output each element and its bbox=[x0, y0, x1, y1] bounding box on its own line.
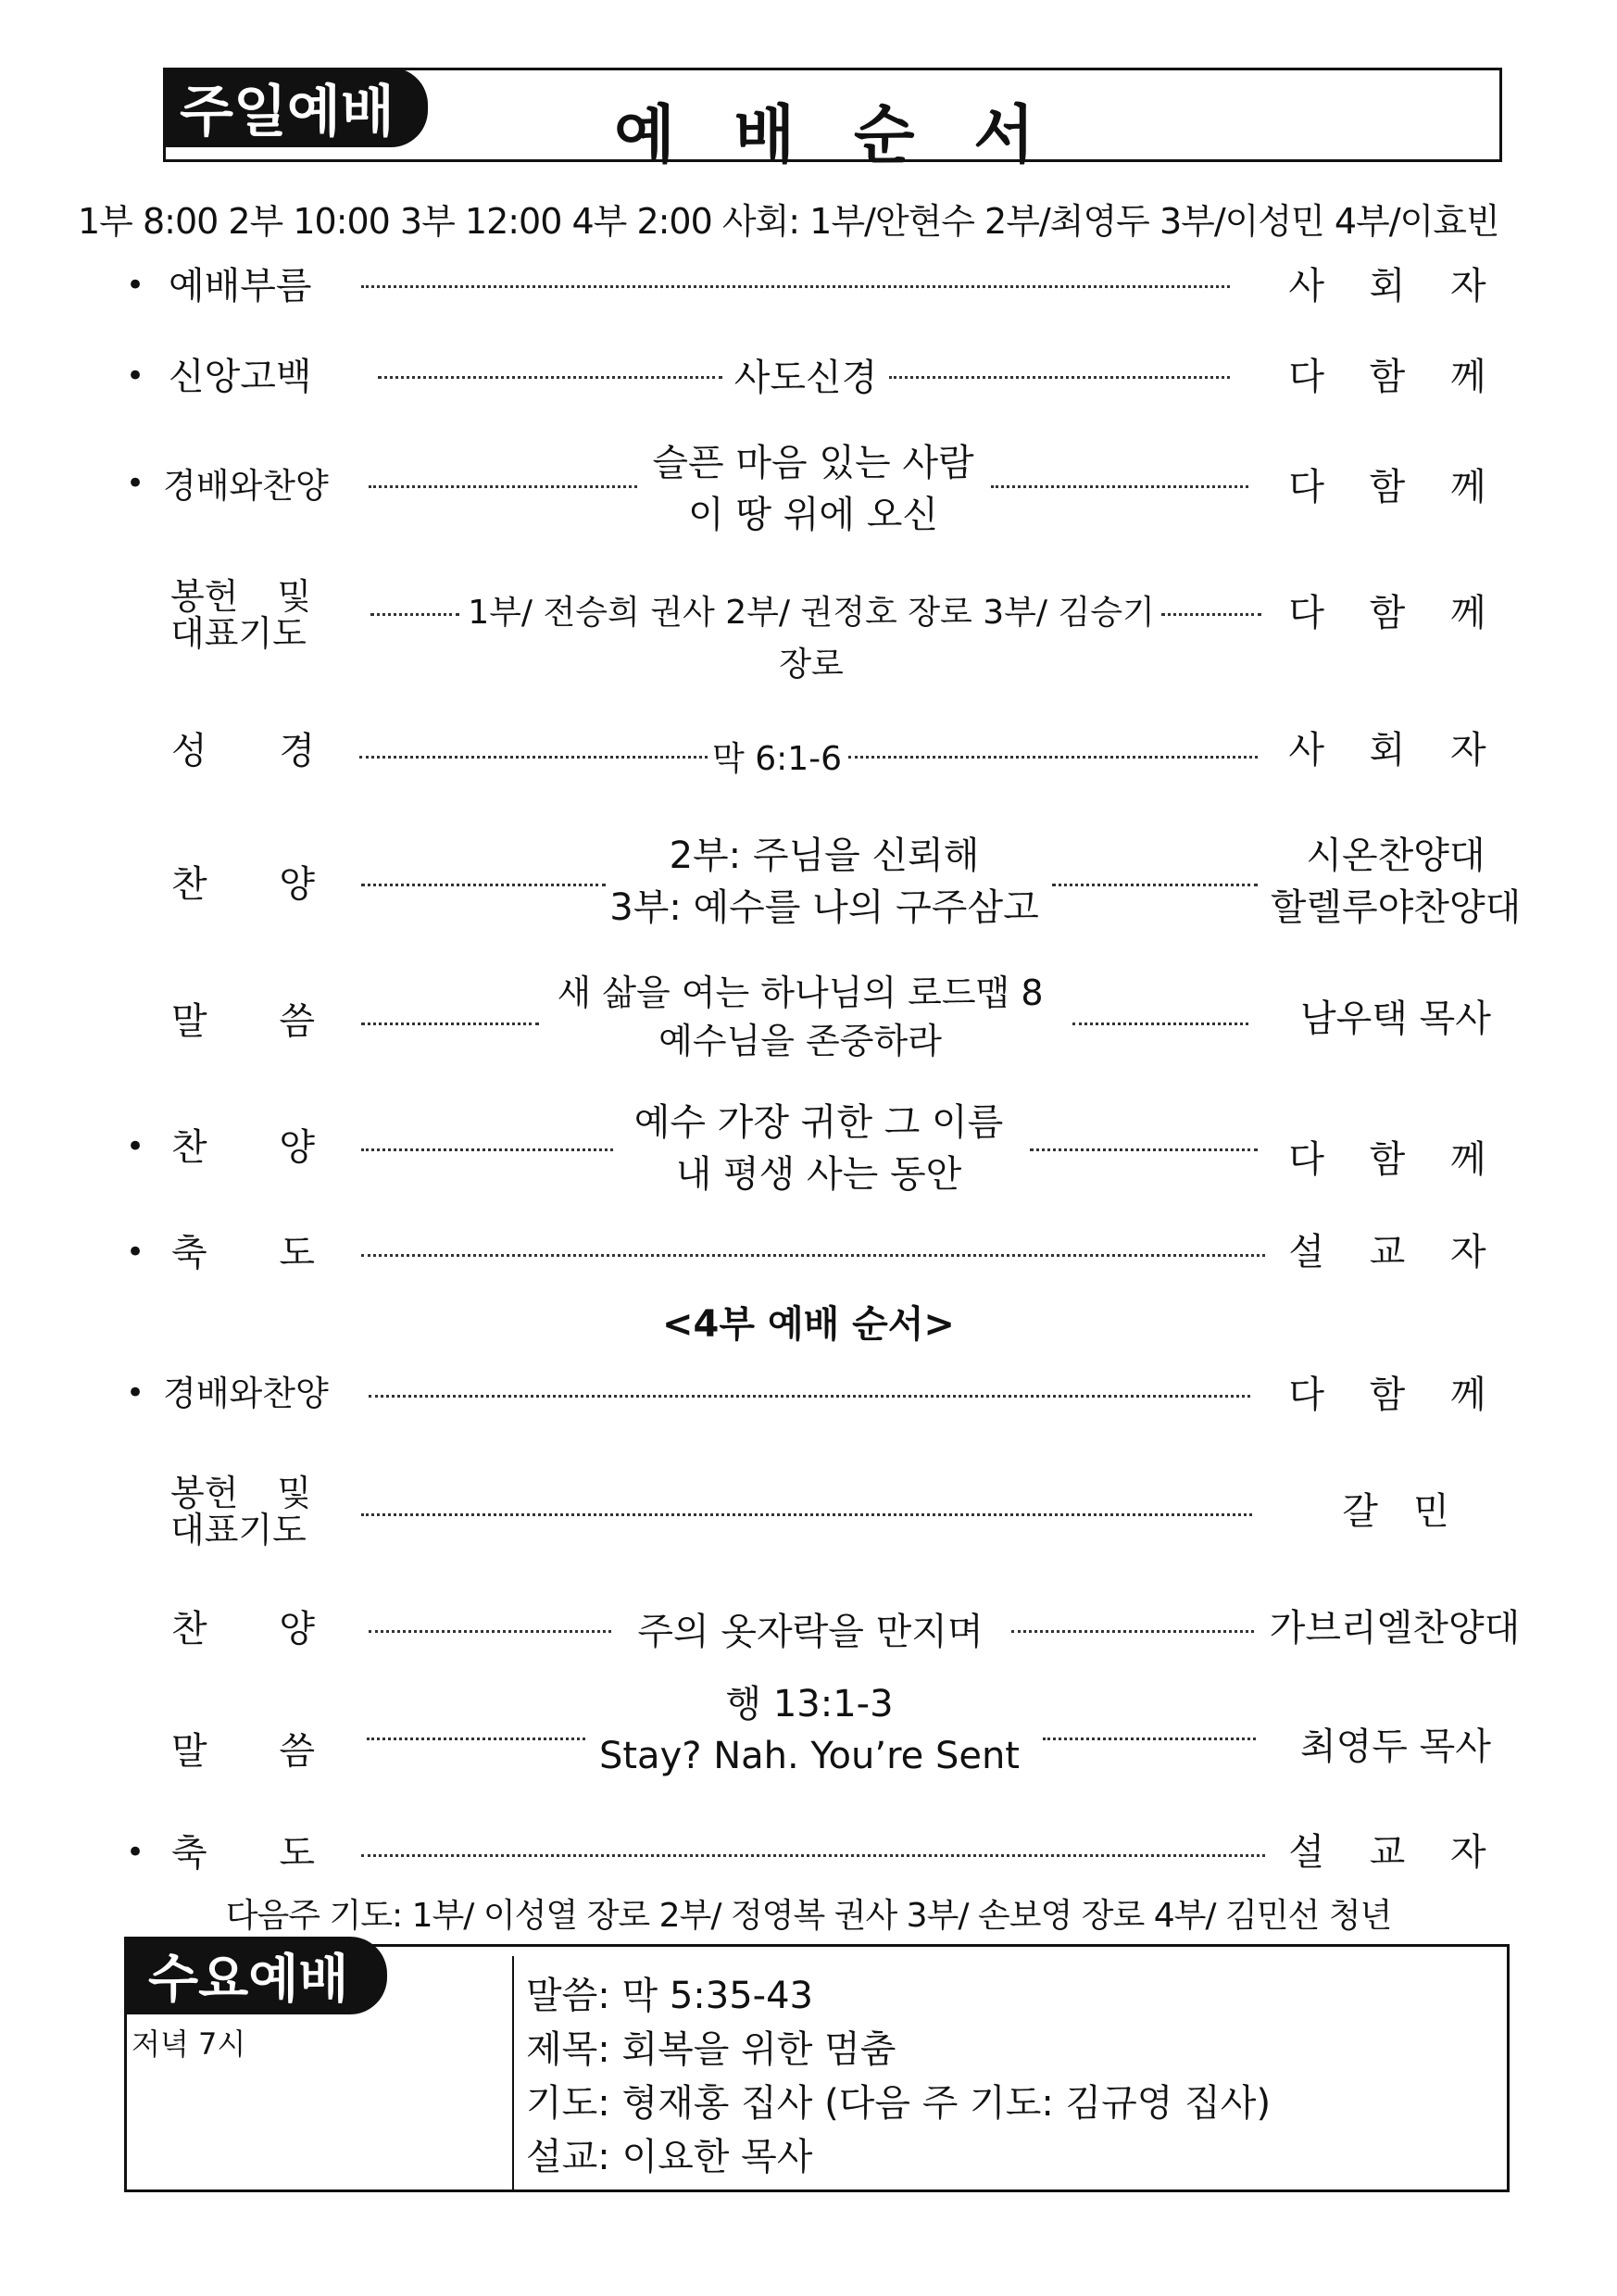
label-char: 찬 bbox=[171, 1608, 207, 1650]
page-title: 예 배 순 서 bbox=[614, 99, 1053, 172]
sunday-service-label: 주일예배 bbox=[163, 68, 428, 147]
dotted-leader bbox=[1030, 1148, 1258, 1151]
wednesday-prayer: 기도: 형재홍 집사 (다음 주 기도: 김규영 집사) bbox=[526, 2082, 1272, 2125]
dotted-leader bbox=[370, 613, 459, 616]
bullet: • bbox=[126, 1374, 145, 1411]
content-line: 예수 가장 귀한 그 이름 bbox=[633, 1101, 1004, 1144]
order-responsible: 설 교 자 bbox=[1288, 1831, 1503, 1874]
wednesday-scripture: 말씀: 막 5:35-43 bbox=[526, 1975, 813, 2017]
dotted-leader bbox=[848, 756, 1258, 759]
order-content bbox=[608, 830, 1041, 934]
order-content: 막 6:1-6 bbox=[711, 740, 843, 778]
order-responsible: 다 함 께 bbox=[1288, 1374, 1503, 1416]
dotted-leader bbox=[1011, 1630, 1254, 1633]
order-responsible: 다 함 께 bbox=[1288, 356, 1503, 398]
label-line: 봉헌 및 bbox=[170, 576, 312, 617]
label-char: 도 bbox=[279, 1832, 315, 1875]
order-responsible: 설 교 자 bbox=[1288, 1231, 1503, 1273]
order-label bbox=[170, 578, 311, 652]
order-content bbox=[541, 969, 1059, 1065]
label-char: 양 bbox=[279, 1608, 315, 1650]
dotted-leader bbox=[369, 485, 637, 488]
bullet: • bbox=[126, 267, 145, 304]
content-line: 행 13:1-3 bbox=[725, 1683, 894, 1725]
order-label bbox=[170, 1474, 311, 1549]
order-label bbox=[171, 1230, 315, 1276]
order-responsible: 최영두 목사 bbox=[1300, 1725, 1491, 1768]
next-week-prayers: 다음주 기도: 1부/ 이성열 장로 2부/ 정영복 권사 3부/ 손보영 장로 4부/ 김민선 청년 bbox=[225, 1897, 1392, 1935]
content-line: Stay? Nah. You’re Sent bbox=[598, 1735, 1020, 1777]
label-char: 찬 bbox=[171, 1126, 207, 1169]
order-label bbox=[171, 728, 315, 774]
dotted-leader bbox=[378, 376, 722, 379]
order-content: 1부/ 전승희 권사 2부/ 권정호 장로 3부/ 김승기 장로 bbox=[468, 594, 1155, 684]
order-responsible bbox=[1261, 830, 1530, 934]
dotted-leader bbox=[361, 884, 606, 886]
label-line: 대표기도 bbox=[170, 613, 307, 654]
order-responsible: 다 함 께 bbox=[1288, 592, 1503, 634]
label-char: 양 bbox=[279, 1126, 315, 1169]
bullet: • bbox=[126, 358, 145, 395]
label-char: 말 bbox=[171, 1730, 207, 1773]
label-char: 찬 bbox=[171, 863, 207, 906]
order-content bbox=[615, 1097, 1022, 1200]
bullet: • bbox=[126, 1128, 145, 1165]
responsible-line: 할렐루야찬양대 bbox=[1270, 886, 1522, 929]
service-times: 1부 8:00 2부 10:00 3부 12:00 4부 2:00 사회: 1부/안현수 2부/최영두 3부/이성민 4부/이효빈 bbox=[78, 201, 1499, 242]
order-label: 경배와찬양 bbox=[163, 1374, 329, 1413]
order-responsible: 가브리엘찬양대 bbox=[1269, 1607, 1521, 1650]
dotted-leader bbox=[991, 485, 1248, 488]
order-responsible: 다 함 께 bbox=[1288, 466, 1503, 508]
order-responsible: 다 함 께 bbox=[1288, 1138, 1503, 1181]
content-line: 예수님을 존중하라 bbox=[658, 1021, 942, 1061]
dotted-leader bbox=[1072, 1023, 1248, 1025]
dotted-leader bbox=[1161, 613, 1261, 616]
wednesday-sermon-title: 제목: 회복을 위한 멈춤 bbox=[526, 2028, 896, 2071]
dotted-leader bbox=[361, 1023, 539, 1025]
order-label bbox=[171, 861, 315, 908]
order-responsible: 사 회 자 bbox=[1288, 265, 1503, 307]
dotted-leader bbox=[361, 285, 1230, 288]
dotted-leader bbox=[361, 1513, 1252, 1516]
wednesday-preacher: 설교: 이요한 목사 bbox=[526, 2136, 813, 2178]
order-responsible: 갈 민 bbox=[1342, 1490, 1449, 1533]
order-responsible: 남우택 목사 bbox=[1300, 997, 1491, 1040]
content-line: 이 땅 위에 오신 bbox=[688, 494, 938, 536]
label-char: 경 bbox=[279, 730, 315, 772]
label-char: 씀 bbox=[279, 1730, 315, 1773]
label-char: 양 bbox=[279, 863, 315, 906]
wednesday-divider bbox=[512, 1956, 514, 2191]
content-line: 내 평생 사는 동안 bbox=[675, 1153, 962, 1196]
content-line: 2부: 주님을 신뢰해 bbox=[669, 834, 980, 877]
bullet: • bbox=[126, 1834, 145, 1871]
order-label bbox=[171, 1830, 315, 1876]
label-char: 축 bbox=[171, 1832, 207, 1875]
bullet: • bbox=[126, 465, 145, 502]
dotted-leader bbox=[367, 1738, 585, 1740]
label-line: 봉헌 및 bbox=[170, 1473, 312, 1513]
order-responsible: 사 회 자 bbox=[1288, 729, 1503, 772]
order-label bbox=[171, 998, 315, 1045]
dotted-leader bbox=[889, 376, 1230, 379]
label-char: 말 bbox=[171, 1000, 207, 1043]
order-label: 경배와찬양 bbox=[163, 466, 329, 506]
label-char: 씀 bbox=[279, 1000, 315, 1043]
dotted-leader bbox=[361, 1148, 613, 1151]
dotted-leader bbox=[1043, 1738, 1256, 1740]
order-label bbox=[171, 1606, 315, 1652]
order-label bbox=[171, 1124, 315, 1171]
content-line: 3부: 예수를 나의 구주삼고 bbox=[609, 886, 1039, 929]
label-char: 축 bbox=[171, 1232, 207, 1274]
order-label: 예배부름 bbox=[169, 265, 312, 307]
label-line: 대표기도 bbox=[170, 1510, 307, 1550]
dotted-leader bbox=[359, 756, 708, 759]
content-line: 새 삶을 여는 하나님의 로드맵 8 bbox=[557, 972, 1044, 1013]
responsible-line: 시온찬양대 bbox=[1306, 834, 1485, 877]
label-char: 도 bbox=[279, 1232, 315, 1274]
order-content: 사도신경 bbox=[733, 357, 878, 399]
order-content: 주의 옷자락을 만지며 bbox=[637, 1611, 984, 1653]
fourth-service-title: <4부 예배 순서> bbox=[662, 1303, 955, 1346]
wednesday-time: 저녁 7시 bbox=[132, 2026, 246, 2062]
order-content bbox=[637, 437, 989, 541]
order-label: 신앙고백 bbox=[169, 356, 312, 398]
bullet: • bbox=[126, 1234, 145, 1271]
dotted-leader bbox=[369, 1395, 1250, 1398]
dotted-leader bbox=[361, 1854, 1265, 1857]
dotted-leader bbox=[361, 1254, 1265, 1257]
content-line: 슬픈 마음 있는 사람 bbox=[652, 442, 974, 484]
dotted-leader bbox=[1052, 884, 1258, 886]
order-label bbox=[171, 1728, 315, 1775]
wednesday-service-label: 수요예배 bbox=[124, 1937, 387, 2014]
dotted-leader bbox=[369, 1630, 611, 1633]
label-char: 성 bbox=[171, 730, 207, 772]
order-content bbox=[587, 1678, 1032, 1782]
